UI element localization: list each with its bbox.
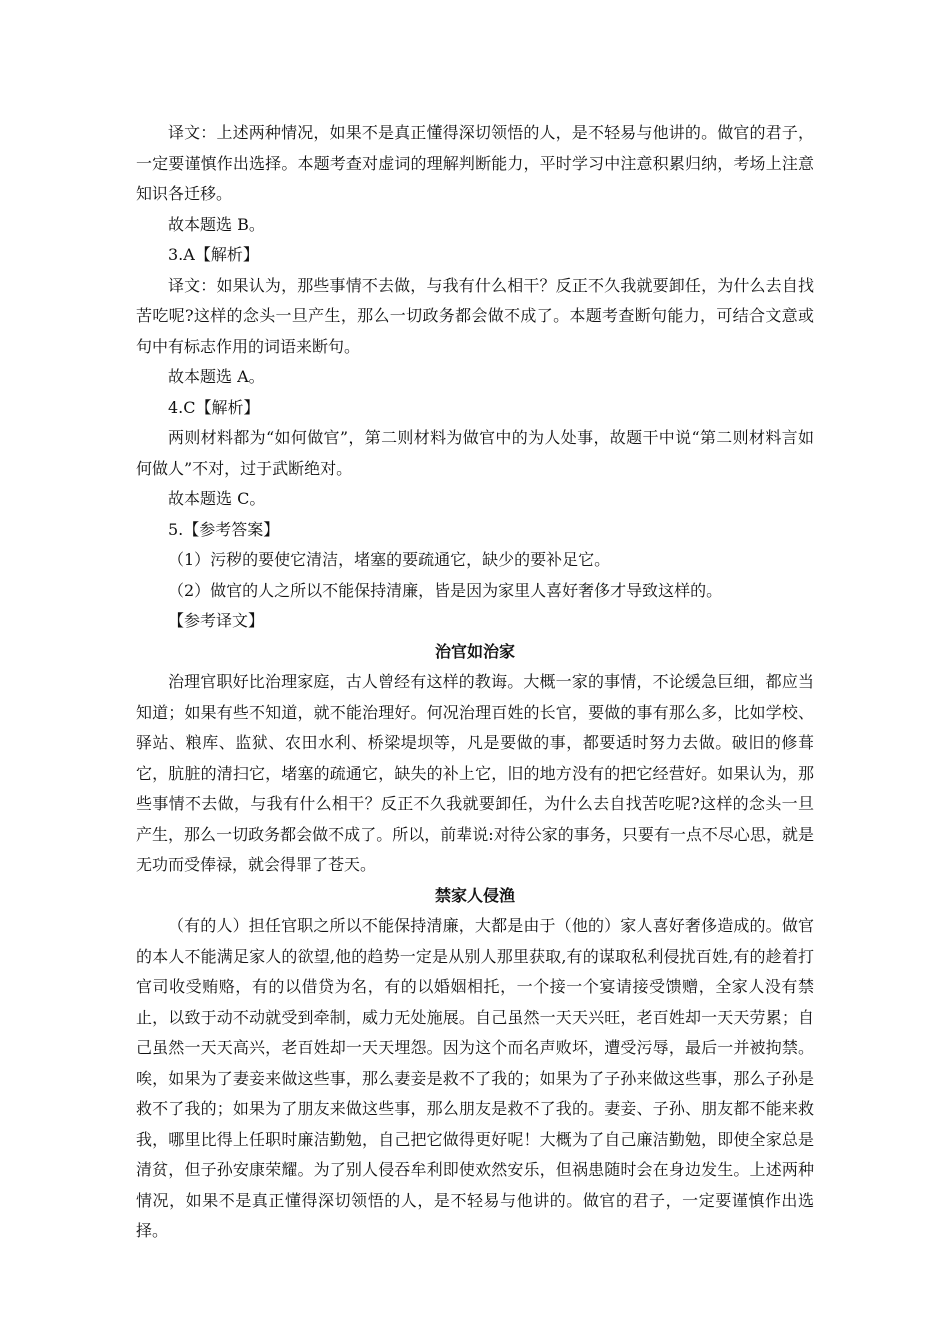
section-2-paragraph: （有的人）担任官职之所以不能保持清廉，大都是由于（他的）家人喜好奢侈造成的。做官的本人不能满足家人的欲望,他的趋势一定是从别人那里获取,有的谋取私利侵扰百姓,有的趁着打官司收受贿赂，有的以借贷为名，有的以婚姻相托，一个接一个宴请接受馈赠，全家人没有禁止，以致于动不动就受到牵制，威力无处施展。自己虽然一天天兴旺，老百姓却一天天劳累；自己虽然一天天高兴，老百姓却一天天埋怨。因为这个而名声败坏，遭受污辱，最后一并被拘禁。唉，如果为了妻妾来做这些事，那么妻妾是救不了我的；如果为了子孙来做这些事，那么子孙是救不了我的；如果为了朋友来做这些事，那么朋友是救不了我的。妻妾、子孙、朋友都不能来救我，哪里比得上任职时廉洁勤勉，自己把它做得更好呢！大概为了自己廉洁勤勉，即使全家总是清贫，但子孙安康荣耀。为了别人侵吞牟利即使欢然安乐，但祸患随时会在身边发生。上述两种情况，如果不是真正懂得深切领悟的人，是不轻易与他讲的。做官的君子，一定要谨慎作出选择。 <box>136 916 814 1240</box>
question-5-heading: 5.【参考答案】 <box>168 519 280 539</box>
section-title-2: 禁家人侵渔 <box>434 885 515 905</box>
question-4-heading: 4.C【解析】 <box>168 397 260 417</box>
answer-line-4: 故本题选 C。 <box>168 489 266 508</box>
question-3-heading: 3.A【解析】 <box>168 245 259 264</box>
answer-line-2: 故本题选 B。 <box>168 214 265 234</box>
translation-paragraph-2: 译文：上述两种情况，如果不是真正懂得深切领悟的人，是不轻易与他讲的。做官的君子，一定要谨慎作出选择。本题考查对虚词的理解判断能力，平时学习中注意积累归纳，考场上注意知识各迁移。 <box>136 123 814 203</box>
translation-paragraph-3: 译文：如果认为，那些事情不去做，与我有什么相干？反正不久我就要卸任，为什么去自找苦吃呢?这样的念头一旦产生，那么一切政务都会做不成了。本题考查断句能力，可结合文意或句中有标志作用的词语来断句。 <box>136 275 814 356</box>
section-1-paragraph: 治理官职好比治理家庭，古人曾经有这样的教诲。大概一家的事情，不论缓急巨细，都应当知道；如果有些不知道，就不能治理好。何况治理百姓的长官，要做的事有那么多，比如学校、驿站、粮库、监狱、农田水利、桥梁堤坝等，凡是要做的事，都要适时努力去做。破旧的修葺它，肮脏的清扫它，堵塞的疏通它，缺失的补上它，旧的地方没有的把它经营好。如果认为，那些事情不去做，与我有什么相干？反正不久我就要卸任，为什么去自找苦吃呢?这样的念头一旦产生，那么一切政务都会做不成了。所以，前辈说:对待公家的事务，只要有一点不尽心思，就是无功而受俸禄，就会得罪了苍天。 <box>136 672 814 874</box>
reference-translation-heading: 【参考译文】 <box>168 611 265 630</box>
section-title-1: 治官如治家 <box>434 641 515 661</box>
answer-line-3: 故本题选 A。 <box>168 367 265 386</box>
analysis-paragraph-4: 两则材料都为“如何做官”，第二则材料为做官中的为人处事，故题干中说“第二则材料言如何做人”不对，过于武断绝对。 <box>136 428 814 478</box>
answer-5-item-2: （2）做官的人之所以不能保持清廉，皆是因为家里人喜好奢侈才导致这样的。 <box>168 580 723 600</box>
answer-5-item-1: （1）污秽的要使它清洁，堵塞的要疏通它，缺少的要补足它。 <box>168 550 611 569</box>
